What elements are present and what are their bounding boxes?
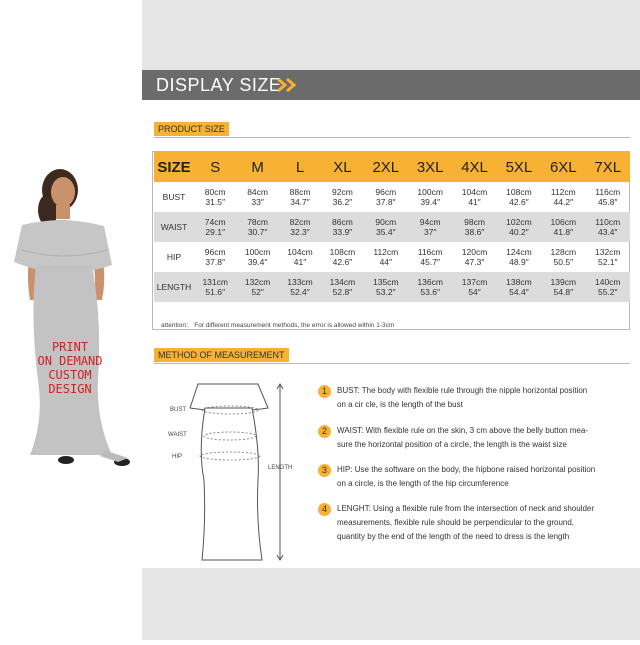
size-cell [541,182,585,212]
method-number: 2 [318,425,331,438]
inch-value: 53.2″ [376,287,396,297]
method-line: BUST: The body with flexible rule through the nipple horizontal position [337,386,588,395]
size-cell [452,182,496,212]
size-cell [541,272,585,302]
inch-value: 38.6″ [464,227,485,237]
attention-note: attention： For different measurement methods, the error is allowed within 1-3cm [161,322,395,329]
inch-value: 52.1″ [597,257,618,267]
cm-value: 136cm [417,277,443,287]
cm-value: 86cm [332,217,353,227]
size-cell [586,242,631,272]
size-cell [408,182,452,212]
table-row [154,212,630,242]
size-col: M [236,152,278,182]
cm-value: 132cm [244,277,271,287]
size-cell [279,272,321,302]
inch-value: 42.6″ [332,257,353,267]
method-line: WAIST: With flexible rule on the skin, 3 cm above the belly button mea- [337,426,588,435]
diagram-length-label: LENGTH [268,465,293,471]
inch-value: 31.5″ [205,197,225,207]
print-line: CUSTOM [48,368,92,382]
cm-value: 106cm [550,217,577,227]
table-row [154,272,630,302]
size-col: 2XL [364,152,408,182]
inch-value: 37.8″ [376,197,396,207]
cm-value: 112cm [373,247,399,257]
method-line: measurements, flexible rule should be perpendicular to the ground, [337,518,575,527]
inch-value: 33.9″ [332,227,353,237]
inch-value: 45.7″ [420,257,440,267]
cm-value: 128cm [550,247,577,257]
size-col: 5XL [497,152,541,182]
size-cell [279,182,321,212]
cm-value: 137cm [461,277,488,287]
size-cell [452,242,496,272]
cm-value: 96cm [204,247,226,257]
product-size-label: PRODUCT SIZE [154,122,229,136]
cm-value: 124cm [506,247,532,257]
size-cell [541,242,585,272]
size-cell [321,242,363,272]
inch-value: 42.6″ [509,197,529,207]
cm-value: 139cm [550,277,577,287]
size-cell [497,272,541,302]
cm-value: 135cm [373,277,399,287]
inch-value: 37.8″ [205,257,225,267]
size-cell [586,272,631,302]
size-cell [321,272,363,302]
inch-value: 39.4″ [420,197,440,207]
diagram-bust-label: BUST [170,407,187,413]
cm-value: 90cm [375,217,397,227]
size-cell [408,242,452,272]
inch-value: 34.7″ [290,197,310,207]
row-label: BUST [162,192,186,202]
cm-value: 80cm [204,187,226,197]
inch-value: 54.4″ [509,287,529,297]
inch-value: 37″ [423,227,437,237]
method-line: on a circle, is the length of the hip circumference [337,479,509,488]
inch-value: 54.8″ [553,287,574,297]
size-cell [321,212,363,242]
size-cell [279,212,321,242]
inch-value: 41″ [293,257,307,267]
size-cell [236,182,278,212]
cm-value: 96cm [375,187,397,197]
cm-value: 133cm [287,277,313,287]
size-cell [452,212,496,242]
size-cell [194,212,236,242]
cm-value: 78cm [247,217,268,227]
size-header: SIZE [154,152,194,182]
table-row [154,242,630,272]
size-cell [321,182,363,212]
inch-value: 41″ [468,197,481,207]
cm-value: 84cm [247,187,268,197]
size-cell [408,212,452,242]
cm-value: 108cm [329,247,356,257]
cm-value: 110cm [595,217,621,227]
inch-value: 43.4″ [597,227,618,237]
method-number: 4 [318,503,331,516]
row-label: HIP [166,252,182,262]
size-cell [497,182,541,212]
cm-value: 138cm [506,277,532,287]
model-photo [0,0,142,640]
cm-value: 88cm [289,187,311,197]
inch-value: 33″ [251,197,264,207]
cm-value: 134cm [329,277,356,287]
size-cell [497,212,541,242]
inch-value: 35.4″ [376,227,396,237]
row-label: WAIST [154,212,194,242]
cm-value: 74cm [204,217,226,227]
size-col: 3XL [408,152,452,182]
cm-value: 82cm [289,217,311,227]
inch-value: 53.6″ [420,287,440,297]
inch-value: 29.1″ [205,227,225,237]
model-photo-area [0,0,142,640]
cm-value: 140cm [594,277,621,287]
method-text [337,502,640,544]
inch-value: 54″ [468,287,481,297]
size-table [154,152,630,302]
cm-value: 108cm [506,187,532,197]
print-line: ON DEMAND [37,354,103,368]
method-line: on a cir cle, is the length of the bust [337,400,463,409]
title-bar [142,70,640,100]
cm-value: 132cm [594,247,621,257]
inch-value: 52.4″ [290,287,310,297]
inch-value: 36.2″ [332,197,353,207]
size-cell [364,212,408,242]
size-col: 4XL [452,152,496,182]
inch-value: 41.8″ [553,227,574,237]
size-cell [194,242,236,272]
size-col: 6XL [541,152,585,182]
diagram-hip-label: HIP [172,454,183,460]
method-line: LENGHT: Using a flexible rule from the intersection of neck and shoulder [337,504,595,513]
size-cell [236,272,278,302]
inch-value: 51.6″ [205,287,225,297]
inch-value: 44″ [379,257,393,267]
size-cell [497,242,541,272]
size-col: 7XL [586,152,631,182]
inch-value: 44.2″ [553,197,574,207]
print-on-demand-text [30,340,110,396]
size-cell [452,272,496,302]
divider [154,137,630,138]
size-cell [364,182,408,212]
method-number: 3 [318,464,331,477]
cm-value: 104cm [461,187,488,197]
inch-value: 50.5″ [553,257,574,267]
method-number: 1 [318,385,331,398]
print-line: PRINT [51,340,89,354]
method-text [337,384,640,412]
size-cell [586,212,631,242]
inch-value: 47.3″ [464,257,485,267]
size-cell [586,182,631,212]
method-line: HIP: Use the software on the body, the hipbone raised horizontal position [337,465,596,474]
cm-value: 92cm [332,187,353,197]
method-line: quantity by the end of the length of the need to dress is the length [337,532,570,541]
divider [154,363,630,364]
cm-value: 131cm [202,277,228,287]
diagram-waist-label: WAIST [168,432,187,438]
inch-value: 32.3″ [290,227,310,237]
size-cell [408,272,452,302]
table-row [154,182,630,212]
cm-value: 104cm [287,247,313,257]
size-cell [194,272,236,302]
cm-value: 100cm [417,187,443,197]
method-line: sure the horizontal position of a circle, the length is the waist size [337,440,567,449]
cm-value: 116cm [595,187,621,197]
inch-value: 52.8″ [332,287,353,297]
inch-value: 45.8″ [597,197,618,207]
cm-value: 102cm [506,217,532,227]
size-cell [364,242,408,272]
cm-value: 100cm [244,247,271,257]
size-cell [236,212,278,242]
inch-value: 30.7″ [247,227,268,237]
inch-value: 52″ [251,287,264,297]
cm-value: 112cm [550,187,576,197]
size-cell [364,272,408,302]
page-title: DISPLAY SIZE [156,75,282,95]
method-text [337,463,640,491]
cm-value: 116cm [417,247,443,257]
inch-value: 48.9″ [509,257,529,267]
cm-value: 94cm [419,217,441,227]
size-col: S [194,152,236,182]
table-header-row [154,152,630,182]
inch-value: 55.2″ [597,287,618,297]
method-text [337,424,640,452]
method-label: METHOD OF MEASUREMENT [154,348,289,362]
size-cell [279,242,321,272]
row-label: LENGTH [154,272,194,302]
cm-value: 98cm [464,217,485,227]
size-cell [194,182,236,212]
size-col: XL [321,152,363,182]
inch-value: 40.2″ [509,227,529,237]
size-col: L [279,152,321,182]
inch-value: 39.4″ [247,257,268,267]
size-cell [541,212,585,242]
print-line: DESIGN [48,382,92,396]
cm-value: 120cm [461,247,488,257]
size-cell [236,242,278,272]
double-chevron-icon [276,77,300,93]
